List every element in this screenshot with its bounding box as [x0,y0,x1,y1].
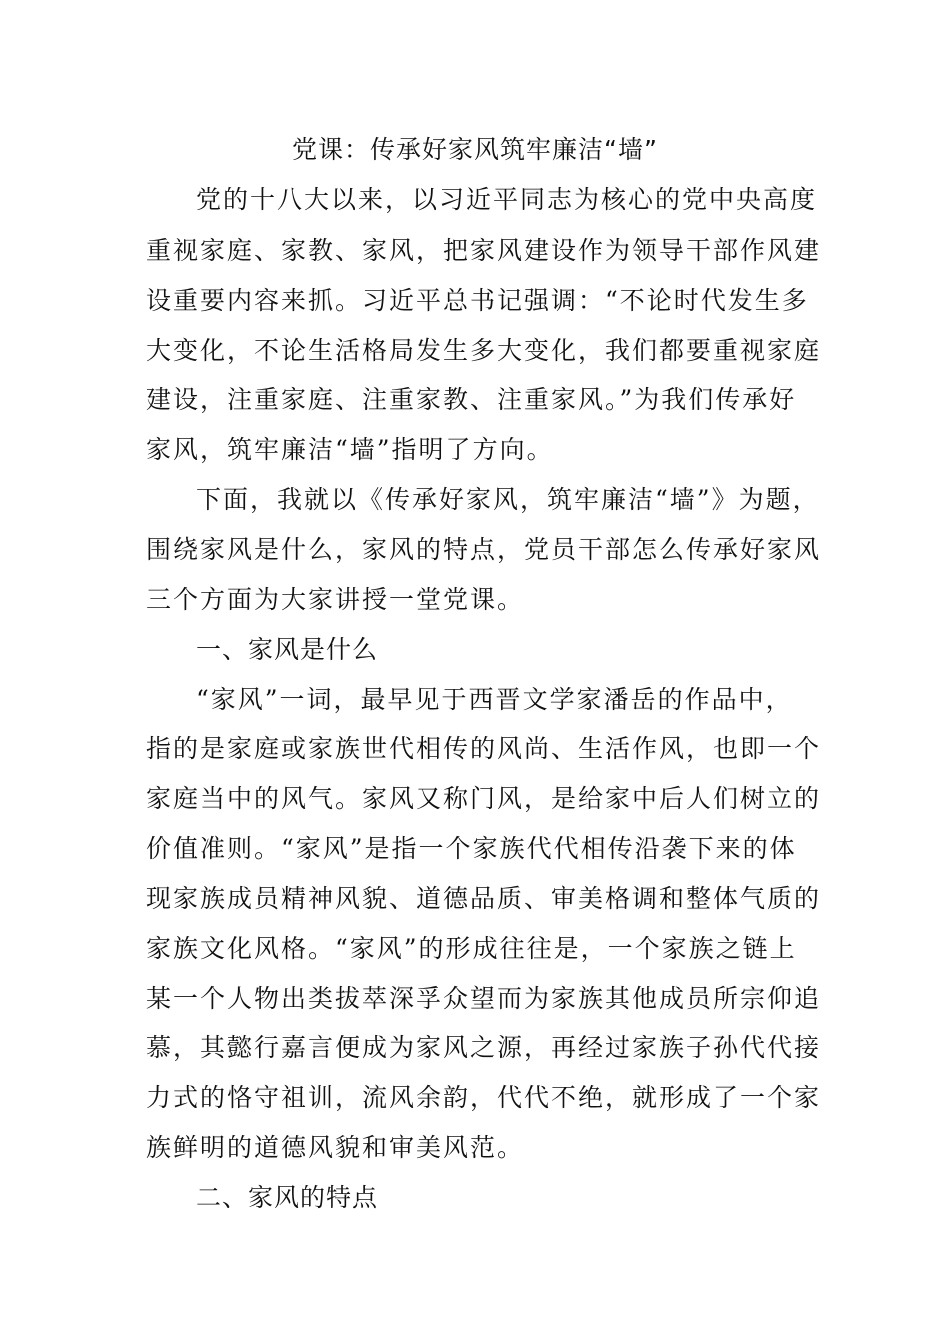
paragraph-line: 慕，其懿行嘉言便成为家风之源，再经过家族子孙代代接 [146,1033,822,1062]
paragraph-line: 设重要内容来抓。习近平总书记强调：“不论时代发生多 [146,286,809,315]
section-heading-2: 二、家风的特点 [196,1183,379,1212]
paragraph-line: 家庭当中的风气。家风又称门风，是给家中后人们树立的 [146,784,822,813]
paragraph-line: 大变化，不论生活格局发生多大变化，我们都要重视家庭 [146,336,822,365]
document-title: 党课：传承好家风筑牢廉洁“墙” [292,135,658,164]
paragraph-line: 三个方面为大家讲授一堂党课。 [146,585,525,614]
paragraph-line: 某一个人物出类拔萃深孚众望而为家族其他成员所宗仰追 [146,984,822,1013]
paragraph-line: 族鲜明的道德风貌和审美风范。 [146,1133,525,1162]
paragraph-line: “家风”一词，最早见于西晋文学家潘岳的作品中， [196,685,793,714]
paragraph-line: 围绕家风是什么，家风的特点，党员干部怎么传承好家风 [146,535,822,564]
paragraph-line: 指的是家庭或家族世代相传的风尚、生活作风，也即一个 [146,734,822,763]
paragraph-line: 重视家庭、家教、家风，把家风建设作为领导干部作风建 [146,236,822,265]
paragraph-line: 力式的恪守祖训，流风余韵，代代不绝，就形成了一个家 [146,1083,822,1112]
paragraph-line: 价值准则。“家风”是指一个家族代代相传沿袭下来的体 [146,834,797,863]
paragraph-line: 现家族成员精神风貌、道德品质、审美格调和整体气质的 [146,884,822,913]
paragraph-line: 党的十八大以来，以习近平同志为核心的党中央高度 [196,185,818,214]
paragraph-line: 家族文化风格。“家风”的形成往往是，一个家族之链上 [146,934,797,963]
paragraph-line: 建设，注重家庭、注重家教、注重家风。”为我们传承好 [146,385,797,414]
section-heading-1: 一、家风是什么 [196,635,379,664]
paragraph-line: 家风，筑牢廉洁“墙”指明了方向。 [146,435,554,464]
paragraph-line: 下面，我就以《传承好家风，筑牢廉洁“墙”》为题， [196,485,820,514]
